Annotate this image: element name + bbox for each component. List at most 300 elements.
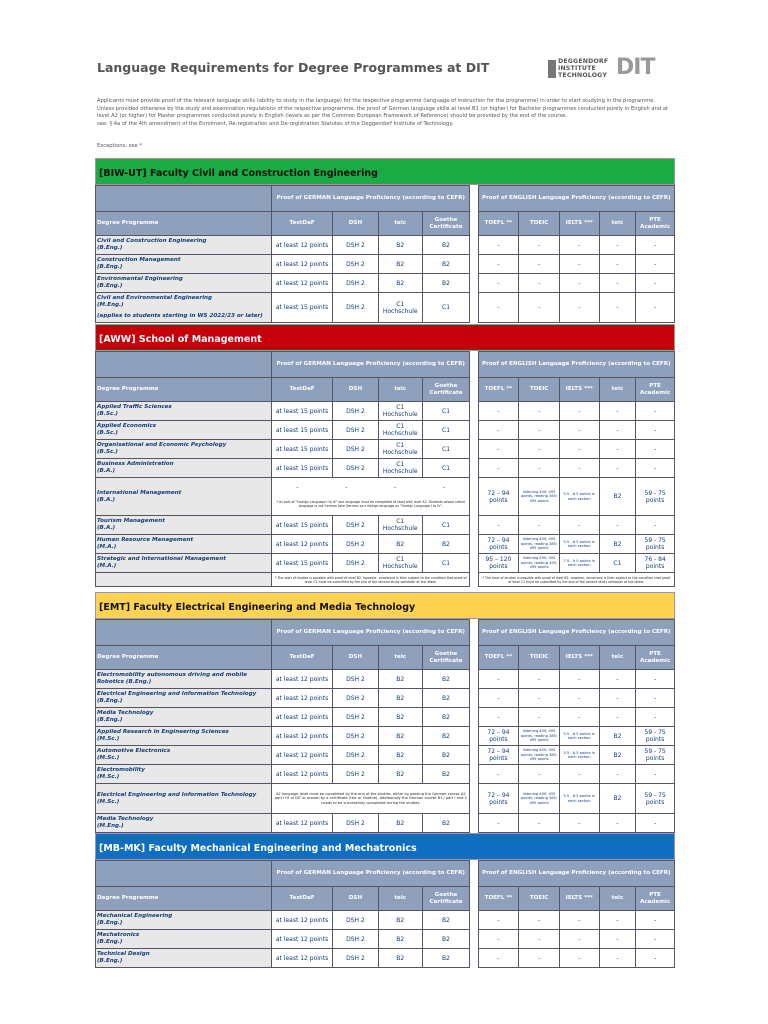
german-requirement-cell: DSH 2 xyxy=(333,708,379,727)
german-requirement-cell: at least 12 points xyxy=(272,689,333,708)
column-gap xyxy=(470,352,478,378)
english-requirement-cell: - xyxy=(478,911,519,930)
english-requirement-cell: 95 – 120 points xyxy=(478,554,519,573)
programme-degree: (B.Eng.) xyxy=(97,920,123,926)
german-requirement-cell: at least 15 points xyxy=(272,440,333,459)
programme-degree: (B.Eng.) xyxy=(97,264,123,270)
table-row xyxy=(96,554,675,573)
german-requirement-cell: DSH 2 xyxy=(333,516,379,535)
col-header-pte: PTE Academic xyxy=(636,646,675,670)
german-requirement-cell: DSH 2 xyxy=(333,727,379,746)
german-requirement-cell: C1 Hochschule xyxy=(378,293,422,323)
col-header-testdaf: TestDaF xyxy=(272,646,333,670)
english-requirement-cell: 76 - 84 points xyxy=(636,554,675,573)
german-requirement-cell: B2 xyxy=(378,949,422,968)
column-gap xyxy=(470,236,478,255)
german-requirement-cell: B2 xyxy=(378,911,422,930)
german-requirement-cell: C1 Hochschule xyxy=(378,554,422,573)
english-requirement-cell: 72 – 94 points xyxy=(478,784,519,814)
german-requirement-cell: at least 15 points xyxy=(272,421,333,440)
col-header-ielts: IELTS *** xyxy=(559,212,599,236)
english-requirement-cell: - xyxy=(636,402,675,421)
column-gap xyxy=(470,573,478,587)
requirements-table xyxy=(95,860,675,968)
table-row xyxy=(96,689,675,708)
english-requirement-cell: - xyxy=(478,236,519,255)
col-header-goethe: Goethe Certificate xyxy=(422,646,470,670)
german-proof-header: Proof of GERMAN Language Proficiency (according to CEFR) xyxy=(272,861,470,887)
english-requirement-cell: - xyxy=(599,949,636,968)
english-requirement-cell: - xyxy=(559,440,599,459)
table-row xyxy=(96,236,675,255)
german-requirement-cell: DSH 2 xyxy=(333,421,379,440)
faculty-header: [EMT] Faculty Electrical Engineering and Media Technology xyxy=(95,592,675,619)
degree-programme-cell xyxy=(96,784,272,814)
english-requirement-cell: - xyxy=(559,516,599,535)
column-gap xyxy=(470,620,478,646)
german-requirement-cell: B2 xyxy=(378,708,422,727)
english-requirement-cell: - xyxy=(559,459,599,478)
english-requirement-cell: - xyxy=(599,689,636,708)
degree-programme-header: Degree Programme xyxy=(96,212,272,236)
column-gap xyxy=(470,887,478,911)
degree-programme-cell xyxy=(96,440,272,459)
english-requirement-cell: - xyxy=(559,930,599,949)
col-header-dsh: DSH xyxy=(333,887,379,911)
german-requirement-cell: at least 12 points xyxy=(272,814,333,833)
german-requirement-cell: C1 xyxy=(422,459,470,478)
english-requirement-cell: - xyxy=(636,293,675,323)
german-requirement-cell: B2 xyxy=(378,236,422,255)
english-requirement-cell: - xyxy=(599,459,636,478)
german-proof-header: Proof of GERMAN Language Proficiency (according to CEFR) xyxy=(272,620,470,646)
german-requirement-cell: DSH 2 xyxy=(333,689,379,708)
german-requirement-cell: B2 xyxy=(422,911,470,930)
programme-name: Mechatronics xyxy=(97,932,140,938)
english-requirement-cell: - xyxy=(636,236,675,255)
column-gap xyxy=(470,478,478,516)
german-requirement-cell: B2 xyxy=(422,535,470,554)
faculty-header: [MB-MK] Faculty Mechanical Engineering and Mechatronics xyxy=(95,833,675,860)
german-footnote: * As part of "Foreign Language I to IV" one language must be completed at least with level A2. Students whose native language is not German take German as a foreign language as "Foreign Language I to IV". xyxy=(276,500,466,508)
english-requirement-cell: - xyxy=(636,670,675,689)
english-proof-header: Proof of ENGLISH Language Proficiency (according to CEFR) xyxy=(478,352,674,378)
german-requirement-cell: DSH 2 xyxy=(333,554,379,573)
column-gap xyxy=(470,949,478,968)
programme-degree: (B.Eng.) xyxy=(97,245,123,251)
col-header-telc2: telc xyxy=(599,378,636,402)
programme-name: Civil and Environmental Engineering xyxy=(97,295,212,301)
programme-degree: (B.Sc.) xyxy=(97,449,118,455)
table-row xyxy=(96,440,675,459)
degree-programme-cell xyxy=(96,708,272,727)
requirements-table xyxy=(95,619,675,833)
col-header-telc2: telc xyxy=(599,212,636,236)
english-requirement-cell: 5.5 - 6.5 points in each section xyxy=(559,746,599,765)
german-requirement-cell: at least 15 points xyxy=(272,293,333,323)
programme-name: Electromobility autonomous driving and mobile Robotics (B.Eng.) xyxy=(97,672,248,685)
degree-header-spacer xyxy=(96,620,272,646)
degree-header-spacer xyxy=(96,186,272,212)
col-header-toeic: TOEIC xyxy=(519,887,560,911)
logo-text: DEGGENDORF INSTITUTE TECHNOLOGY xyxy=(558,58,609,79)
german-requirement-cell: C1 Hochschule xyxy=(378,421,422,440)
english-requirement-cell: 72 – 94 points xyxy=(478,478,519,516)
german-requirement-cell: at least 12 points xyxy=(272,535,333,554)
english-requirement-cell: - xyxy=(559,949,599,968)
german-requirement-cell: DSH 2 xyxy=(333,930,379,949)
column-gap xyxy=(470,459,478,478)
english-requirement-cell: - xyxy=(599,814,636,833)
degree-programme-cell xyxy=(96,746,272,765)
table-row xyxy=(96,670,675,689)
column-gap xyxy=(470,255,478,274)
faculty-header: [AWW] School of Management xyxy=(95,324,675,351)
table-row xyxy=(96,930,675,949)
german-requirement-cell: C1 xyxy=(422,421,470,440)
english-footnote: * The start of studies is possible with proof of level B2, however, enrolment is then subject to the condition that proof of level C1 must be submitted by the end of the second study semester at the latest. xyxy=(478,573,674,587)
programme-name: Applied Economics xyxy=(97,423,157,429)
english-requirement-cell: - xyxy=(599,930,636,949)
english-requirement-cell: - xyxy=(559,255,599,274)
english-requirement-cell: - xyxy=(519,402,560,421)
german-requirement-cell: C1 Hochschule xyxy=(378,402,422,421)
german-requirement-cell: B2 xyxy=(422,814,470,833)
english-requirement-cell: - xyxy=(599,765,636,784)
col-header-pte: PTE Academic xyxy=(636,887,675,911)
column-gap xyxy=(470,861,478,887)
german-requirement-cell: C1 xyxy=(422,293,470,323)
degree-programme-cell xyxy=(96,814,272,833)
english-requirement-cell: - xyxy=(559,670,599,689)
programme-name: Technical Design xyxy=(97,951,150,957)
degree-programme-cell xyxy=(96,930,272,949)
exceptions-note: Exceptions: see * xyxy=(97,143,142,149)
english-requirement-cell: 59 - 75 points xyxy=(636,535,675,554)
logo-dit: DIT xyxy=(616,55,655,80)
col-header-toefl: TOEFL ** xyxy=(478,212,519,236)
programme-name: Mechanical Engineering xyxy=(97,913,173,919)
column-gap xyxy=(470,293,478,323)
german-requirement-cell: B2 xyxy=(378,670,422,689)
german-requirement-cell: at least 12 points xyxy=(272,274,333,293)
programme-name: Automotive Electronics xyxy=(97,748,171,754)
degree-programme-cell xyxy=(96,478,272,516)
programme-name: Environmental Engineering xyxy=(97,276,183,282)
col-header-testdaf: TestDaF xyxy=(272,212,333,236)
english-requirement-cell: - xyxy=(519,293,560,323)
table-row xyxy=(96,949,675,968)
column-gap xyxy=(470,784,478,814)
faculty-section xyxy=(95,592,675,833)
german-requirement-cell: at least 12 points xyxy=(272,727,333,746)
german-requirement-cell: DSH 2 xyxy=(333,274,379,293)
table-row xyxy=(96,708,675,727)
table-row xyxy=(96,746,675,765)
german-requirement-cell: C1 xyxy=(422,440,470,459)
english-requirement-cell: 72 – 94 points xyxy=(478,746,519,765)
german-requirement-cell: B2 xyxy=(422,708,470,727)
english-requirement-cell: - xyxy=(559,421,599,440)
col-header-toeic: TOEIC xyxy=(519,646,560,670)
german-requirement-cell: B2 xyxy=(422,670,470,689)
german-requirement-cell: B2 xyxy=(378,274,422,293)
table-row xyxy=(96,765,675,784)
programme-degree: (B.A.) xyxy=(97,525,116,531)
programme-name: Applied Research in Engineering Sciences xyxy=(97,729,229,735)
programme-degree: (M.Sc.) xyxy=(97,755,120,761)
programme-degree: (M.Sc.) xyxy=(97,798,120,805)
footnote-spacer xyxy=(96,573,272,587)
table-row xyxy=(96,459,675,478)
english-requirement-cell: - xyxy=(599,911,636,930)
programme-degree: (M.Sc.) xyxy=(97,736,120,742)
german-requirement-cell: B2 xyxy=(378,765,422,784)
col-header-toefl: TOEFL ** xyxy=(478,887,519,911)
english-requirement-cell: - xyxy=(559,293,599,323)
table-row xyxy=(96,784,675,814)
german-requirement-cell: B2 xyxy=(378,689,422,708)
english-requirement-cell: - xyxy=(599,402,636,421)
requirements-table xyxy=(95,351,675,587)
english-requirement-cell: - xyxy=(478,670,519,689)
column-gap xyxy=(470,746,478,765)
english-requirement-cell: - xyxy=(559,236,599,255)
col-header-telc: telc xyxy=(378,378,422,402)
col-header-telc: telc xyxy=(378,212,422,236)
english-requirement-cell: - xyxy=(519,459,560,478)
english-requirement-cell: - xyxy=(519,255,560,274)
faculty-section xyxy=(95,324,675,587)
german-requirement-cell: B2 xyxy=(422,949,470,968)
programme-name: Electromobility xyxy=(97,767,145,773)
german-requirement-cell: at least 12 points xyxy=(272,930,333,949)
programme-degree: (B.Eng.) xyxy=(97,698,123,704)
english-requirement-cell: - xyxy=(599,274,636,293)
table-row xyxy=(96,255,675,274)
english-requirement-cell: - xyxy=(478,765,519,784)
english-requirement-cell: - xyxy=(636,708,675,727)
col-header-goethe: Goethe Certificate xyxy=(422,887,470,911)
english-requirement-cell: 5.5 - 6.5 points in each section xyxy=(559,535,599,554)
programme-degree: (B.Sc.) xyxy=(97,430,118,436)
col-header-toeic: TOEIC xyxy=(519,378,560,402)
english-requirement-cell: - xyxy=(599,255,636,274)
col-header-dsh: DSH xyxy=(333,378,379,402)
degree-programme-cell xyxy=(96,535,272,554)
column-gap xyxy=(470,930,478,949)
english-requirement-cell: - xyxy=(478,274,519,293)
english-requirement-cell: - xyxy=(559,708,599,727)
english-requirement-cell: - xyxy=(636,814,675,833)
english-requirement-cell: listening 400; 495 points, reading 385; 495 points xyxy=(519,478,560,516)
german-requirement-cell: C1 xyxy=(422,402,470,421)
col-header-ielts: IELTS *** xyxy=(559,378,599,402)
english-requirement-cell: B2 xyxy=(599,746,636,765)
english-requirement-cell: - xyxy=(519,949,560,968)
english-requirement-cell: - xyxy=(636,689,675,708)
programme-name: Electrical Engineering and Information Technology xyxy=(97,791,257,798)
programme-name: Human Resource Management xyxy=(97,537,194,543)
intro-text: Applicants must provide proof of the relevant language skills (ability to study in the language) for the respective programme (language of instruction for the programme) in order to start studying in the programme. Unless provided otherwise by the study and examination regulations of the respective programme, the proof of German language skills at level B1 (or higher) for Bachelor programmes conducted purely in English and at level A2 (or higher) for Master programmes conducted purely in English (levels as per the Common European Framework of Reference) should be provided by the end of the course. see: § 4a of the 4th amendment of the Enrolment, Re-registration and De-registration Statutes of the Deggendorf Institute of Technology. xyxy=(97,98,669,127)
english-requirement-cell: 72 – 94 points xyxy=(478,535,519,554)
col-header-dsh: DSH xyxy=(333,646,379,670)
english-requirement-cell: - xyxy=(478,930,519,949)
german-requirement-cell: B2 xyxy=(422,765,470,784)
german-requirement-cell: DSH 2 xyxy=(333,911,379,930)
column-gap xyxy=(470,554,478,573)
col-header-goethe: Goethe Certificate xyxy=(422,378,470,402)
german-requirement-cell: DSH 2 xyxy=(333,746,379,765)
english-requirement-cell: - xyxy=(519,689,560,708)
degree-header-spacer xyxy=(96,861,272,887)
german-requirement-cell: C1 Hochschule xyxy=(378,459,422,478)
programme-degree: (M.Eng.) xyxy=(97,302,124,308)
german-requirement-cell: at least 15 points xyxy=(272,459,333,478)
faculty-section xyxy=(95,158,675,323)
english-requirement-cell: - xyxy=(478,255,519,274)
programme-name: Business Administration xyxy=(97,461,174,467)
german-requirement-cell: at least 12 points xyxy=(272,708,333,727)
english-requirement-cell: - xyxy=(559,689,599,708)
german-requirement-cell: B2 xyxy=(378,727,422,746)
german-requirement: - xyxy=(296,484,299,491)
english-requirement-cell: - xyxy=(636,930,675,949)
programme-degree: (B.A.) xyxy=(97,468,116,474)
german-requirement-cell: DSH 2 xyxy=(333,814,379,833)
english-requirement-cell: - xyxy=(599,670,636,689)
german-requirement-cell: at least 12 points xyxy=(272,670,333,689)
column-gap xyxy=(470,378,478,402)
english-requirement-cell: - xyxy=(636,516,675,535)
german-requirement-cell: DSH 2 xyxy=(333,440,379,459)
table-row xyxy=(96,911,675,930)
english-requirement-cell: - xyxy=(599,440,636,459)
german-requirement: - xyxy=(394,484,397,491)
column-gap xyxy=(470,421,478,440)
german-requirement-cell: C1 Hochschule xyxy=(378,440,422,459)
programme-degree: (M.A.) xyxy=(97,544,117,550)
english-requirement-cell: - xyxy=(636,949,675,968)
table-row xyxy=(96,478,675,516)
column-gap xyxy=(470,186,478,212)
english-requirement-cell: - xyxy=(478,689,519,708)
english-requirement-cell: B2 xyxy=(599,478,636,516)
german-requirement-cell: at least 12 points xyxy=(272,949,333,968)
degree-programme-cell xyxy=(96,255,272,274)
english-requirement-cell: - xyxy=(559,402,599,421)
english-requirement-cell: - xyxy=(478,459,519,478)
english-requirement-cell: 59 - 75 points xyxy=(636,727,675,746)
german-requirement-cell: DSH 2 xyxy=(333,402,379,421)
english-requirement-cell: - xyxy=(636,274,675,293)
german-proof-header: Proof of GERMAN Language Proficiency (according to CEFR) xyxy=(272,186,470,212)
programme-name: Tourism Management xyxy=(97,518,165,524)
german-requirement-cell: DSH 2 xyxy=(333,765,379,784)
table-row xyxy=(96,402,675,421)
programme-note: (applies to students starting in WS 2022/23 or later) xyxy=(97,313,263,319)
german-requirement: - xyxy=(345,484,348,491)
programme-name: Electrical Engineering and Information Technology xyxy=(97,691,257,697)
english-requirement-cell: listening 400; 495 points, reading 385; 495 points xyxy=(519,535,560,554)
german-requirement-cell: C1 xyxy=(422,516,470,535)
english-requirement-cell: - xyxy=(478,440,519,459)
english-requirement-cell: listening 490; 495 points, reading 455; 495 points xyxy=(519,554,560,573)
german-requirement-cell: B2 xyxy=(378,930,422,949)
german-requirement-cell: B2 xyxy=(422,930,470,949)
english-requirement-cell: - xyxy=(599,421,636,440)
degree-header-spacer xyxy=(96,352,272,378)
column-gap xyxy=(470,765,478,784)
english-requirement-cell: - xyxy=(519,911,560,930)
english-requirement-cell: - xyxy=(519,516,560,535)
english-requirement-cell: - xyxy=(636,911,675,930)
column-gap xyxy=(470,402,478,421)
english-requirement-cell: listening 400; 495 points, reading 385; 495 points xyxy=(519,746,560,765)
col-header-testdaf: TestDaF xyxy=(272,378,333,402)
degree-programme-cell xyxy=(96,689,272,708)
col-header-ielts: IELTS *** xyxy=(559,646,599,670)
table-row xyxy=(96,421,675,440)
degree-programme-cell xyxy=(96,293,272,323)
column-gap xyxy=(470,516,478,535)
german-requirement-cell: at least 12 points xyxy=(272,236,333,255)
column-gap xyxy=(470,689,478,708)
column-gap xyxy=(470,670,478,689)
english-requirement-cell: - xyxy=(478,814,519,833)
german-footnote: * The start of studies is possible with proof of level B2, however, enrolment is then subject to the condition that proof of level C1 must be submitted by the end of the second study semester at the latest. xyxy=(272,573,470,587)
german-requirement-cell: at least 15 points xyxy=(272,402,333,421)
english-requirement-cell: - xyxy=(478,402,519,421)
english-requirement-cell: - xyxy=(478,516,519,535)
column-gap xyxy=(470,911,478,930)
english-requirement-cell: B2 xyxy=(599,727,636,746)
german-requirement-cell: B2 xyxy=(378,814,422,833)
column-gap xyxy=(470,814,478,833)
faculty-section xyxy=(95,833,675,968)
col-header-pte: PTE Academic xyxy=(636,212,675,236)
column-gap xyxy=(470,274,478,293)
german-requirement-cell: DSH 2 xyxy=(333,293,379,323)
column-gap xyxy=(470,535,478,554)
column-gap xyxy=(470,727,478,746)
column-gap xyxy=(470,212,478,236)
english-requirement-cell: 59 - 75 points xyxy=(636,784,675,814)
english-requirement-cell: - xyxy=(519,670,560,689)
programme-degree: (B.Eng.) xyxy=(97,283,123,289)
col-header-testdaf: TestDaF xyxy=(272,887,333,911)
english-requirement-cell: - xyxy=(519,274,560,293)
col-header-telc2: telc xyxy=(599,646,636,670)
col-header-toeic: TOEIC xyxy=(519,212,560,236)
col-header-ielts: IELTS *** xyxy=(559,887,599,911)
german-requirement-cell: B2 xyxy=(378,746,422,765)
programme-degree: (M.Eng.) xyxy=(97,823,124,829)
english-requirement-cell: 59 - 75 points xyxy=(636,746,675,765)
english-proof-header: Proof of ENGLISH Language Proficiency (according to CEFR) xyxy=(478,186,674,212)
col-header-pte: PTE Academic xyxy=(636,378,675,402)
german-requirement-cell: at least 12 points xyxy=(272,746,333,765)
german-requirement-cell: C1 xyxy=(422,554,470,573)
faculty-header: [BIW-UT] Faculty Civil and Construction Engineering xyxy=(95,158,675,185)
english-requirement-cell: 5.5 - 6.5 points in each section xyxy=(559,727,599,746)
degree-programme-cell xyxy=(96,459,272,478)
dit-logo xyxy=(548,55,668,82)
programme-degree: (B.Eng.) xyxy=(97,717,123,723)
german-requirement-cell: B2 xyxy=(422,746,470,765)
english-requirement-cell: - xyxy=(559,765,599,784)
column-gap xyxy=(470,440,478,459)
